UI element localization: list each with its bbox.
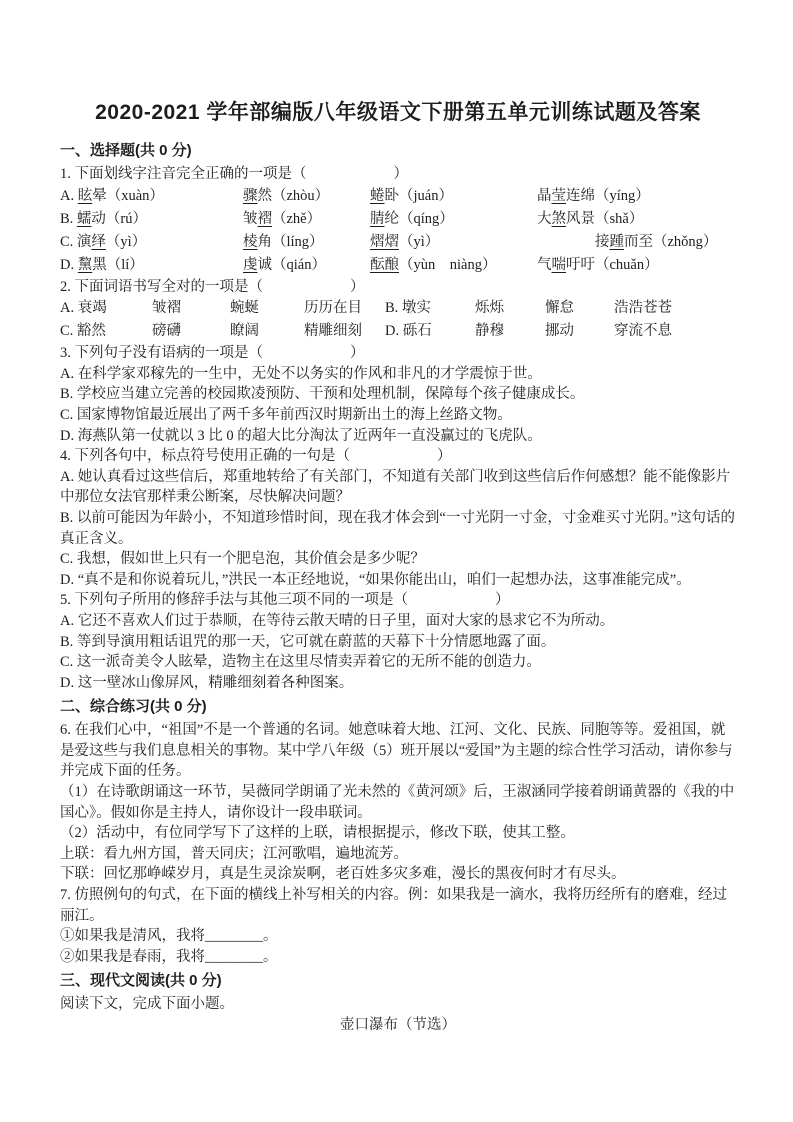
reading-intro: 阅读下文，完成下面小题。	[60, 996, 234, 1013]
q7-blank1: ①如果我是清风，我将________。	[60, 928, 278, 945]
q1-cell: 酝酿（yùn niàng）	[370, 256, 497, 273]
q3-option-d: D. 海燕队第一仗就以 3 比 0 的超大比分淘汰了近两年一直没赢过的飞虎队。	[60, 427, 542, 444]
q2-cell: D. 砾石	[385, 323, 432, 340]
q1-cell: 接踵而至（zhǒng）	[595, 233, 718, 250]
q4-option-a: A. 她认真看过这些信后，郑重地转给了有关部门，不知道有关部门收到这些信后作何感想？能不能像影片中那位女法官那样秉公断案，尽快解决问题？	[60, 468, 731, 506]
q1-cell: 棱角（líng）	[243, 233, 324, 250]
section-3-heading: 三、现代文阅读(共 0 分)	[60, 972, 222, 990]
q1-cell: 大煞风景（shǎ）	[537, 210, 644, 227]
q2-cell: 懈怠	[545, 300, 574, 317]
q1-cell: 骤然（zhòu）	[243, 187, 330, 204]
q2-cell: 历历在目	[304, 300, 362, 317]
q6-text: 6. 在我们心中，“祖国”不是一个普通的名词。她意味着大地、江河、文化、民族、同胞等等。爱祖国，就是爱这些与我们息息相关的事物。某中学八年级（5）班开展以“爱国”为主题的综合性学习活动，请你参与并完成下面的任务。	[60, 722, 733, 780]
q2-cell: C. 豁然	[60, 323, 106, 340]
q7-text: 7. 仿照例句的句式，在下面的横线上补写相关的内容。例：如果我是一滴水，我将历经所有的磨难，经过丽江。	[60, 887, 727, 924]
q3-option-a: A. 在科学家邓稼先的一生中，无处不以务实的作风和非凡的才学震惊于世。	[60, 365, 542, 382]
q4-option-d: D. “真不是和你说着玩儿，”洪民一本正经地说，“如果你能出山，咱们一起想办法，这事准能完成”。	[60, 571, 691, 588]
q6-xialian: 下联：回忆那峥嵘岁月，真是生灵涂炭啊，老百姓多灾多难，漫长的黑夜何时才有尽头。	[60, 866, 626, 883]
q3-option-b: B. 学校应当建立完善的校园欺凌预防、干预和处理机制，保障每个孩子健康成长。	[60, 386, 585, 403]
q2-cell: 静穆	[475, 323, 504, 340]
q1-cell: 气喘吁吁（chuǎn）	[537, 256, 659, 273]
q2-stem: 2. 下面词语书写全对的一项是（ ）	[60, 278, 365, 295]
q2-cell: 瞭阔	[230, 323, 259, 340]
q5-option-d: D. 这一壁冰山像屏风，精雕细刻着各种图案。	[60, 674, 354, 691]
q5-option-b: B. 等到导演用粗话诅咒的那一天，它可就在蔚蓝的天幕下十分情愿地露了面。	[60, 633, 556, 650]
q1-cell: A. 眩晕（xuàn）	[60, 187, 164, 204]
q3-stem: 3. 下列句子没有语病的一项是（ ）	[60, 345, 365, 362]
q6-shanglian: 上联：看九州方国，普天同庆；江河歌唱，遍地流芳。	[60, 845, 408, 862]
q1-cell: 腈纶（qíng）	[370, 210, 454, 227]
section-1-heading: 一、选择题(共 0 分)	[60, 142, 192, 159]
q5-option-c: C. 这一派奇美令人眩晕，造物主在这里尽情卖弄着它的无所不能的创造力。	[60, 654, 541, 671]
q6-task2: （2）活动中，有位同学写下了这样的上联，请根据提示，修改下联，使其工整。	[60, 825, 575, 842]
q1-cell: 虔诚（qián）	[243, 256, 326, 273]
q2-cell: 磅礴	[152, 323, 181, 340]
q4-option-b: B. 以前可能因为年龄小，不知道珍惜时间，现在我才体会到“一寸光阴一寸金，寸金难买寸光阴。”这句话的真正含义。	[60, 509, 736, 547]
q1-cell: 皱褶（zhě）	[243, 210, 322, 227]
q2-cell: 蜿蜒	[230, 300, 259, 317]
q2-cell: 浩浩苍苍	[614, 300, 672, 317]
q2-cell: B. 墩实	[385, 300, 431, 317]
q2-cell: 挪动	[545, 323, 574, 340]
q1-cell: D. 黧黑（lí）	[60, 256, 144, 273]
page-title: 2020-2021 学年部编版八年级语文下册第五单元训练试题及答案	[95, 101, 701, 124]
q1-cell: B. 蠕动（rú）	[60, 210, 148, 227]
q4-option-c: C. 我想，假如世上只有一个肥皂泡，其价值会是多少呢？	[60, 551, 425, 568]
q5-option-a: A. 它还不喜欢人们过于恭顺，在等待云散天晴的日子里，面对大家的恳求它不为所动。	[60, 612, 615, 629]
q1-stem: 1. 下面划线字注音完全正确的一项是（ ）	[60, 166, 408, 182]
q4-stem: 4. 下列各句中，标点符号使用正确的一句是（ ）	[60, 448, 452, 465]
q1-cell: 晶莹连绵（yíng）	[537, 187, 650, 204]
q3-option-c: C. 国家博物馆最近展出了两千多年前西汉时期新出土的海上丝路文物。	[60, 406, 512, 423]
q2-cell: 皱褶	[152, 300, 181, 317]
q2-cell: 穿流不息	[614, 323, 672, 340]
q5-stem: 5. 下列句子所用的修辞手法与其他三项不同的一项是（ ）	[60, 592, 510, 609]
q1-cell: C. 演绎（yì）	[60, 233, 147, 250]
q1-cell: 蜷卧（juán）	[370, 187, 453, 204]
q2-cell: 精雕细刻	[304, 323, 362, 340]
q1-option-table	[60, 185, 736, 277]
reading-title: 壶口瀑布（节选）	[340, 1017, 456, 1033]
q2-option-table	[60, 297, 736, 343]
q2-cell: A. 衰竭	[60, 300, 107, 317]
q2-cell: 烁烁	[475, 300, 504, 317]
section-2-heading: 二、综合练习(共 0 分)	[60, 698, 207, 716]
q7-blank2: ②如果我是春雨，我将________。	[60, 948, 278, 965]
q6-task1: （1）在诗歌朗诵这一环节，吴薇同学朗诵了光未然的《黄河颂》后，王淑涵同学接着朗诵黄器的《我的中国心》。假如你是主持人，请你设计一段串联词。	[60, 784, 735, 821]
q1-cell: 熠熠（yì）	[370, 233, 440, 250]
